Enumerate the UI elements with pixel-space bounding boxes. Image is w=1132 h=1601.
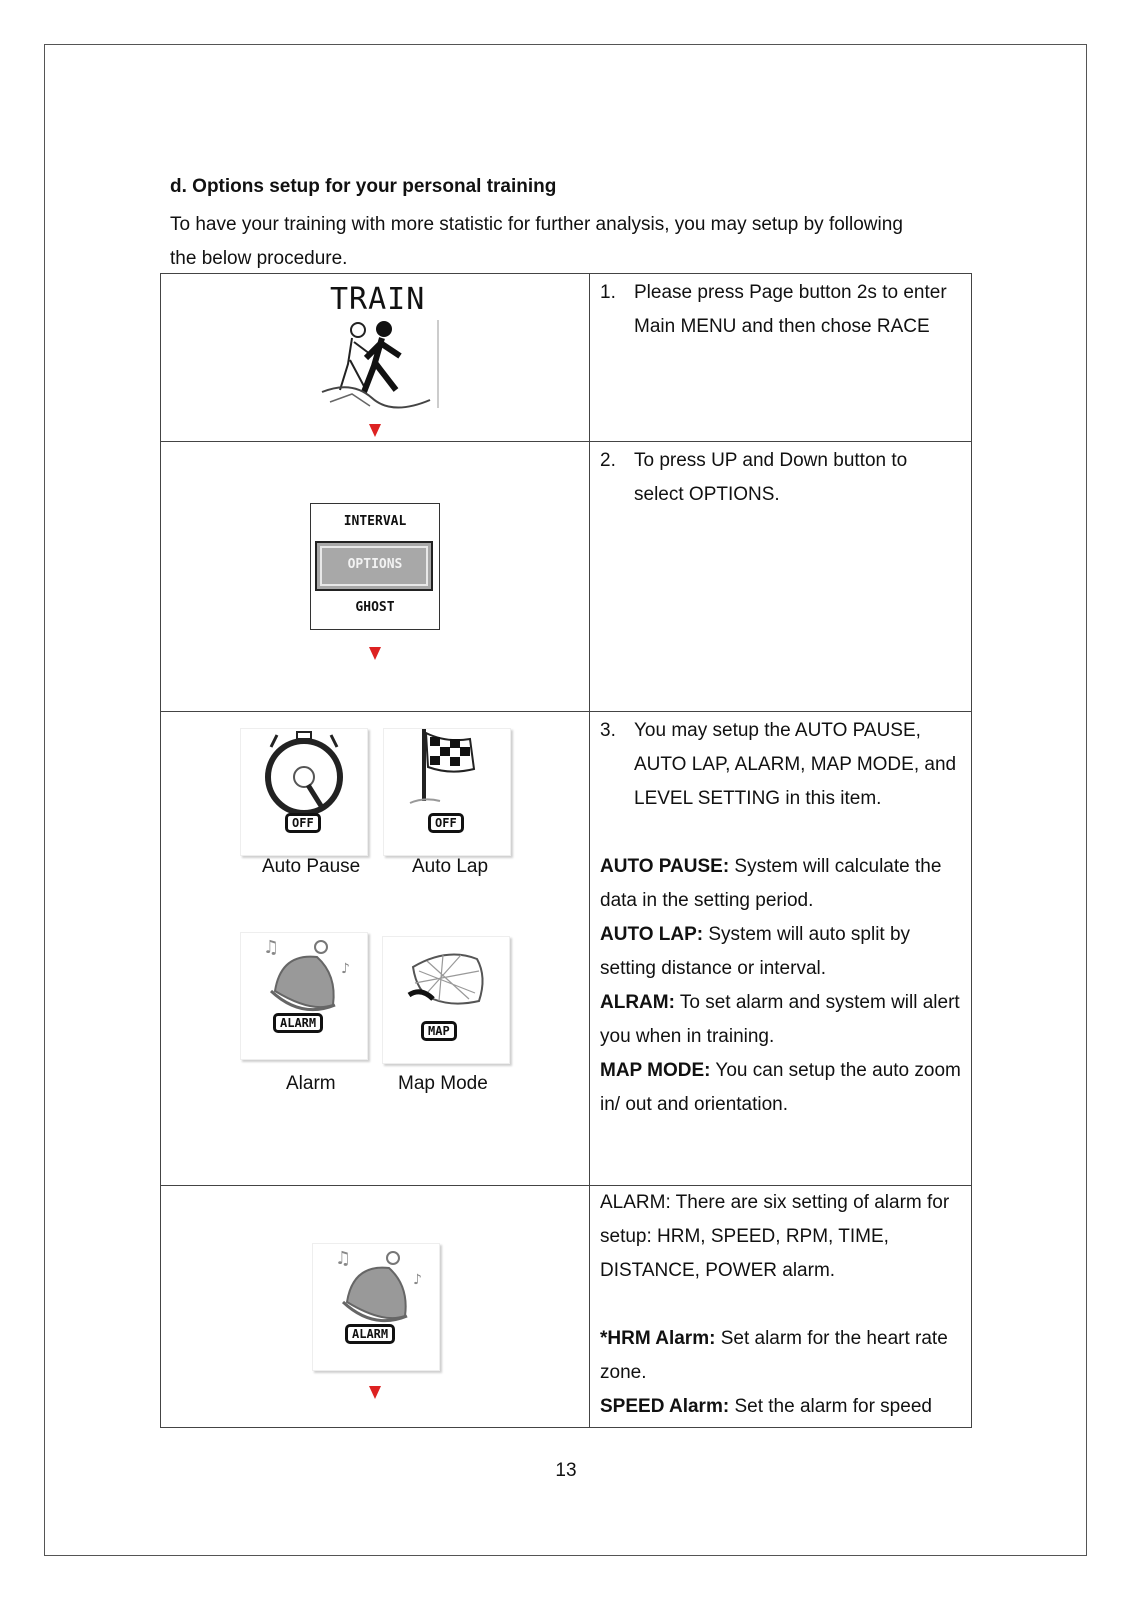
step-3-image-cell	[161, 712, 590, 1186]
map-badge: MAP	[421, 1021, 457, 1041]
step-row-1	[161, 274, 972, 442]
section-heading: d. Options setup for your personal training	[170, 176, 557, 197]
svg-text:♫: ♫	[263, 937, 280, 958]
definition-desc: You can setup the auto zoom in/ out and orientation.	[600, 1060, 961, 1115]
step-row-4	[161, 1186, 972, 1428]
alarm-screen-large	[312, 1243, 440, 1371]
step-number: 3.	[600, 720, 616, 741]
alarm-badge: ALARM	[273, 1013, 323, 1033]
caption-alarm: Alarm	[286, 1073, 336, 1094]
stopwatch-icon	[241, 729, 367, 855]
step-3-text-cell	[590, 712, 972, 1186]
runners-icon	[312, 320, 440, 410]
definition-desc: Set the alarm for speed	[729, 1396, 932, 1417]
auto-pause-screen	[240, 728, 368, 856]
definition-desc: To set alarm and system will alert you when in training.	[600, 992, 960, 1047]
step-4-text-cell	[590, 1186, 972, 1428]
menu-item-ghost: GHOST	[355, 600, 395, 615]
alarm-screen	[240, 932, 368, 1060]
definition-desc: System will calculate the data in the setting period.	[600, 856, 942, 911]
off-badge: OFF	[428, 813, 464, 833]
step-text: You may setup the AUTO PAUSE, AUTO LAP, ALARM, MAP MODE, and LEVEL SETTING in this item.	[634, 720, 957, 809]
definition-item	[600, 986, 961, 1054]
definition-desc: System will auto split by setting distance or interval.	[600, 924, 911, 979]
caption-auto-pause: Auto Pause	[262, 856, 361, 877]
step-number: 1.	[600, 282, 616, 303]
step-number: 2.	[600, 450, 616, 471]
train-screen	[312, 280, 440, 410]
alarm-badge: ALARM	[345, 1324, 395, 1344]
map-icon	[383, 937, 509, 1063]
page-number: 13	[555, 1460, 577, 1481]
definition-item	[600, 1322, 961, 1390]
map-mode-screen	[382, 936, 510, 1064]
alarm-intro: ALARM: There are six setting of alarm for setup: HRM, SPEED, RPM, TIME, DISTANCE, POWER alarm.	[600, 1192, 950, 1281]
step-text: Please press Page button 2s to enter Main MENU and then chose RACE	[634, 282, 947, 337]
svg-text:♪: ♪	[341, 961, 350, 977]
auto-lap-screen	[383, 728, 511, 856]
intro-paragraph: To have your training with more statistic for further analysis, you may setup by following the below procedure.	[170, 214, 903, 269]
step-text: To press UP and Down button to select OPTIONS.	[634, 450, 908, 505]
definition-term: ALRAM:	[600, 992, 675, 1013]
caption-map-mode: Map Mode	[398, 1073, 488, 1094]
bell-icon	[313, 1244, 439, 1370]
definition-term: *HRM Alarm:	[600, 1328, 716, 1349]
step-item	[600, 444, 961, 512]
definition-term: SPEED Alarm:	[600, 1396, 730, 1417]
step-1-text-cell	[590, 274, 972, 442]
step-2-text-cell	[590, 442, 972, 712]
down-arrow-icon	[369, 424, 381, 437]
definition-desc: Set alarm for the heart rate zone.	[600, 1328, 948, 1383]
bell-icon	[241, 933, 367, 1059]
definition-item	[600, 1054, 961, 1122]
step-row-2	[161, 442, 972, 712]
menu-item-options: OPTIONS	[347, 557, 403, 572]
off-badge: OFF	[285, 813, 321, 833]
svg-text:♪: ♪	[413, 1272, 422, 1288]
menu-item-interval: INTERVAL	[343, 514, 407, 529]
definition-term: AUTO LAP:	[600, 924, 704, 945]
step-item	[600, 714, 961, 816]
definition-term: AUTO PAUSE:	[600, 856, 730, 877]
definition-term: MAP MODE:	[600, 1060, 711, 1081]
checkered-flag-icon	[384, 729, 510, 855]
caption-auto-lap: Auto Lap	[412, 856, 489, 877]
down-arrow-icon	[369, 1386, 381, 1399]
train-title: TRAIN	[330, 282, 426, 317]
step-item	[600, 276, 961, 344]
svg-text:♫: ♫	[335, 1248, 352, 1269]
options-menu-screen	[310, 503, 440, 630]
definition-item	[600, 1390, 961, 1424]
definition-item	[600, 850, 961, 918]
definition-item	[600, 918, 961, 986]
down-arrow-icon	[369, 647, 381, 660]
